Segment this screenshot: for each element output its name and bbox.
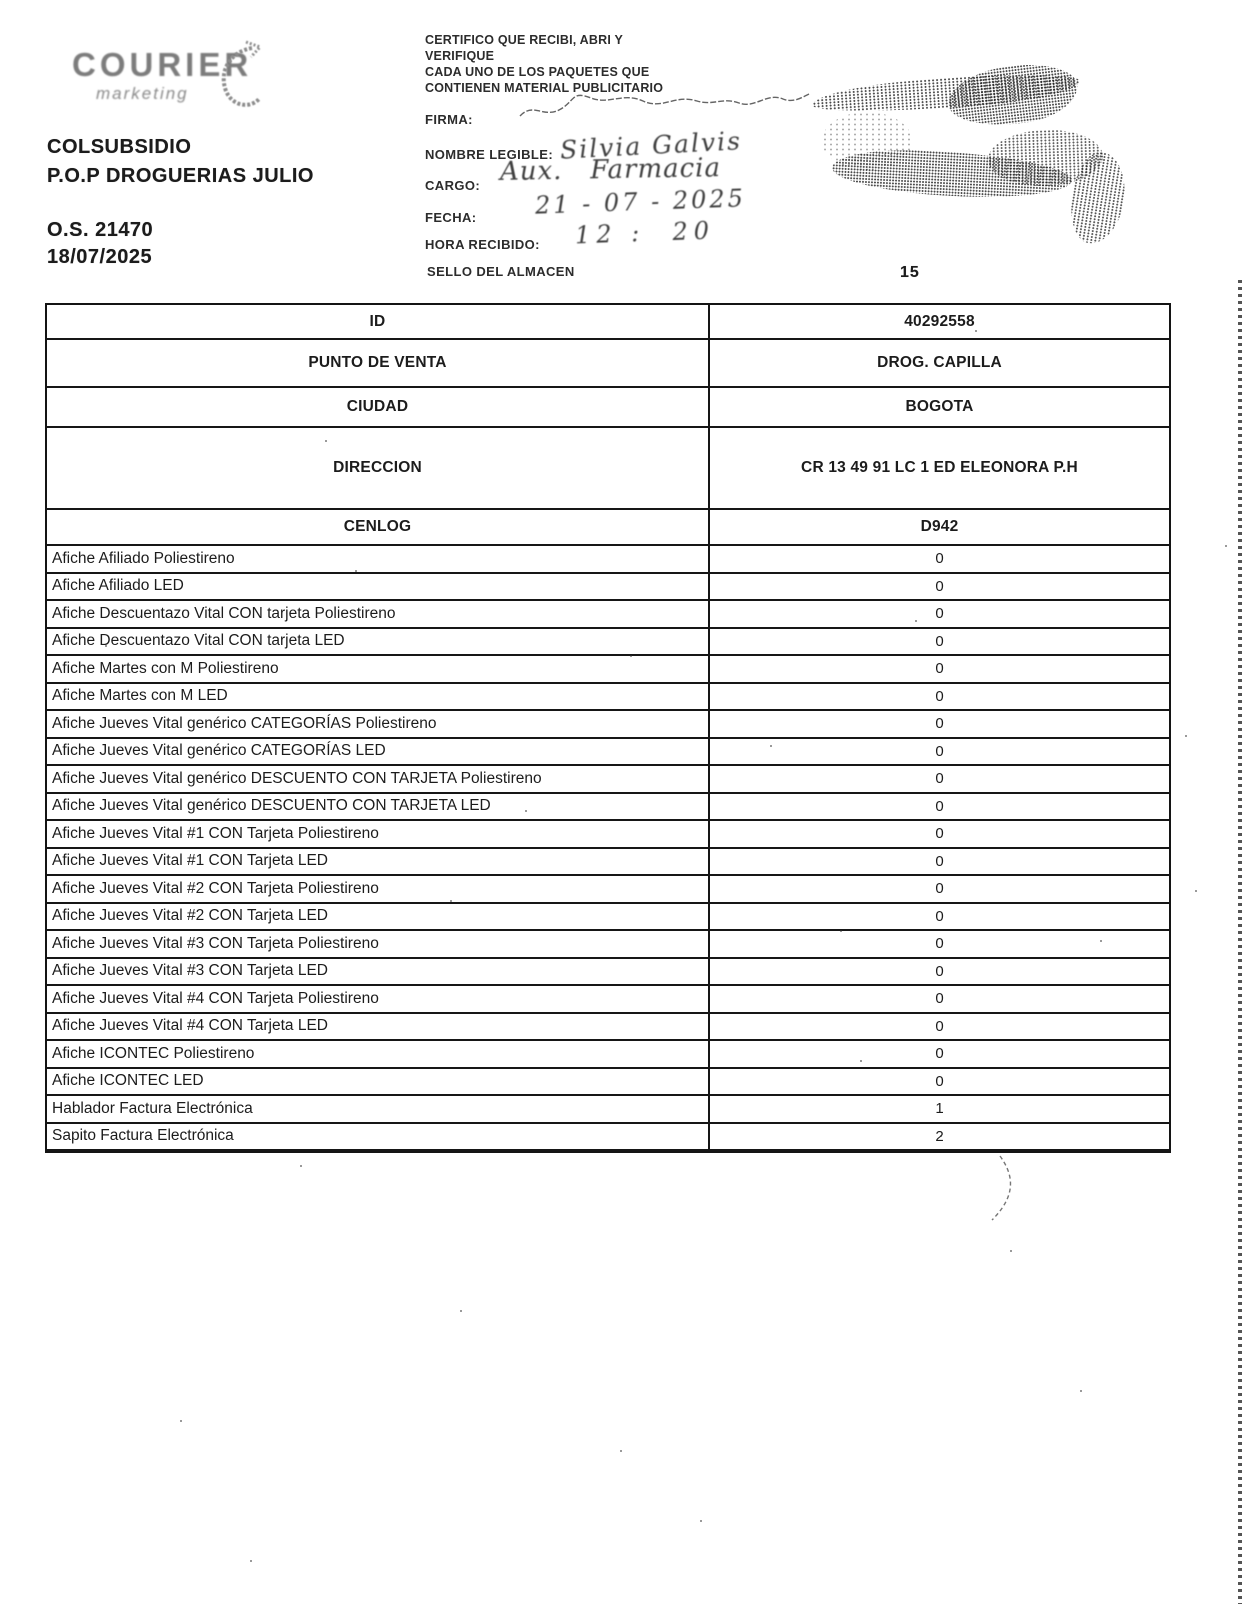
item-row (47, 821, 1169, 849)
item-row (47, 739, 1169, 767)
direccion-value: CR 13 49 91 LC 1 ED ELEONORA P.H (801, 459, 1078, 476)
item-label: Afiche Descuentazo Vital CON tarjeta Poliestireno (47, 601, 710, 627)
nombre-legible-label: NOMBRE LEGIBLE: (425, 147, 554, 162)
stray-pen-mark (958, 1150, 1028, 1228)
item-row (47, 1096, 1169, 1124)
page-number: 15 (900, 264, 920, 281)
item-quantity: 1 (935, 1100, 944, 1118)
item-quantity: 0 (935, 742, 944, 760)
item-quantity: 0 (935, 880, 944, 898)
item-quantity: 0 (935, 577, 944, 595)
item-row (47, 794, 1169, 822)
handwritten-fecha: 21 - 07 - 2025 (534, 184, 747, 220)
item-label: Afiche Jueves Vital #4 CON Tarjeta LED (47, 1014, 710, 1040)
item-label: Afiche Jueves Vital #1 CON Tarjeta Poliestireno (47, 821, 710, 847)
item-row (47, 986, 1169, 1014)
item-quantity: 0 (935, 632, 944, 650)
table-row-punto-de-venta (47, 340, 1169, 388)
ciudad-value: BOGOTA (905, 398, 974, 415)
item-quantity: 0 (935, 797, 944, 815)
item-row (47, 546, 1169, 574)
item-label: Afiche Martes con M LED (47, 684, 710, 710)
cenlog-value: D942 (920, 518, 959, 535)
item-row (47, 766, 1169, 794)
courier-logo-wordmark: COURIER (72, 46, 253, 83)
item-quantity: 0 (935, 715, 944, 733)
sello-almacen-label: SELLO DEL ALMACEN (427, 264, 575, 279)
order-number: O.S. 21470 (47, 219, 154, 241)
id-label: ID (47, 305, 710, 338)
statement-line-1: CERTIFICO QUE RECIBI, ABRI Y (425, 33, 623, 47)
handwritten-nombre: Silvia Galvis (559, 126, 743, 165)
item-quantity: 0 (935, 935, 944, 953)
item-row (47, 931, 1169, 959)
item-row (47, 959, 1169, 987)
item-row (47, 574, 1169, 602)
item-quantity: 0 (935, 1017, 944, 1035)
item-label: Afiche Afiliado LED (47, 574, 710, 600)
order-date: 18/07/2025 (47, 246, 153, 268)
item-quantity: 0 (935, 1072, 944, 1090)
stamp-smudge (945, 58, 1081, 131)
item-quantity: 0 (935, 687, 944, 705)
item-label: Afiche Jueves Vital #3 CON Tarjeta Poliestireno (47, 931, 710, 957)
item-label: Afiche Descuentazo Vital CON tarjeta LED (47, 629, 710, 655)
item-quantity: 0 (935, 962, 944, 980)
item-quantity: 0 (935, 660, 944, 678)
item-row (47, 656, 1169, 684)
firma-label: FIRMA: (425, 112, 473, 127)
item-quantity: 0 (935, 852, 944, 870)
handwritten-hora: 12 : 20 (574, 216, 716, 250)
item-label: Afiche Jueves Vital genérico CATEGORÍAS Poliestireno (47, 711, 710, 737)
item-row (47, 684, 1169, 712)
table-row-cenlog (47, 510, 1169, 546)
item-row (47, 711, 1169, 739)
statement-line-4: CONTIENEN MATERIAL PUBLICITARIO (425, 81, 664, 95)
stamp-smudge (822, 112, 912, 170)
item-label: Sapito Factura Electrónica (47, 1124, 710, 1150)
item-label: Afiche Jueves Vital genérico DESCUENTO CON TARJETA LED (47, 794, 710, 820)
item-label: Afiche Jueves Vital #4 CON Tarjeta Poliestireno (47, 986, 710, 1012)
item-label: Afiche Jueves Vital genérico CATEGORÍAS LED (47, 739, 710, 765)
scan-page-edge (1238, 280, 1242, 1604)
item-row (47, 1124, 1169, 1152)
ciudad-label: CIUDAD (47, 388, 710, 426)
statement-line-2: VERIFIQUE (425, 49, 495, 63)
statement-line-3: CADA UNO DE LOS PAQUETES QUE (425, 65, 650, 79)
item-label: Hablador Factura Electrónica (47, 1096, 710, 1122)
item-row (47, 1069, 1169, 1097)
item-quantity: 0 (935, 1045, 944, 1063)
handwritten-cargo: Aux. Farmacia (499, 153, 722, 187)
item-quantity: 0 (935, 907, 944, 925)
item-quantity: 2 (935, 1127, 944, 1145)
item-row (47, 876, 1169, 904)
cenlog-label: CENLOG (47, 510, 710, 544)
item-quantity: 0 (935, 770, 944, 788)
handwritten-signature (515, 80, 815, 130)
punto-de-venta-label: PUNTO DE VENTA (47, 340, 710, 386)
cargo-label: CARGO: (425, 178, 481, 193)
item-row (47, 601, 1169, 629)
item-quantity: 0 (935, 550, 944, 568)
table-row-ciudad (47, 388, 1169, 428)
item-label: Afiche Jueves Vital #2 CON Tarjeta LED (47, 904, 710, 930)
direccion-label: DIRECCION (47, 428, 710, 508)
item-label: Afiche Jueves Vital #2 CON Tarjeta Poliestireno (47, 876, 710, 902)
item-label: Afiche Afiliado Poliestireno (47, 546, 710, 572)
item-row (47, 849, 1169, 877)
item-row (47, 904, 1169, 932)
item-row (47, 1041, 1169, 1069)
courier-runner-icon (212, 38, 270, 118)
item-row (47, 629, 1169, 657)
scan-noise-dots (355, 570, 357, 572)
item-label: Afiche Jueves Vital genérico DESCUENTO CON TARJETA Poliestireno (47, 766, 710, 792)
hora-recibido-label: HORA RECIBIDO: (425, 237, 540, 252)
item-row (47, 1014, 1169, 1042)
table-row-id (47, 305, 1169, 340)
campaign-name: P.O.P DROGUERIAS JULIO (47, 165, 314, 187)
id-value: 40292558 (904, 312, 975, 330)
item-quantity: 0 (935, 825, 944, 843)
fecha-label: FECHA: (425, 210, 477, 225)
item-label: Afiche Jueves Vital #3 CON Tarjeta LED (47, 959, 710, 985)
item-label: Afiche Martes con M Poliestireno (47, 656, 710, 682)
item-label: Afiche ICONTEC LED (47, 1069, 710, 1095)
table-row-direccion (47, 428, 1169, 510)
delivery-table (45, 303, 1171, 1153)
item-quantity: 0 (935, 605, 944, 623)
item-quantity: 0 (935, 990, 944, 1008)
item-label: Afiche Jueves Vital #1 CON Tarjeta LED (47, 849, 710, 875)
courier-logo-tagline: marketing (96, 84, 189, 103)
item-label: Afiche ICONTEC Poliestireno (47, 1041, 710, 1067)
client-name: COLSUBSIDIO (47, 136, 192, 158)
punto-de-venta-value: DROG. CAPILLA (877, 354, 1002, 371)
